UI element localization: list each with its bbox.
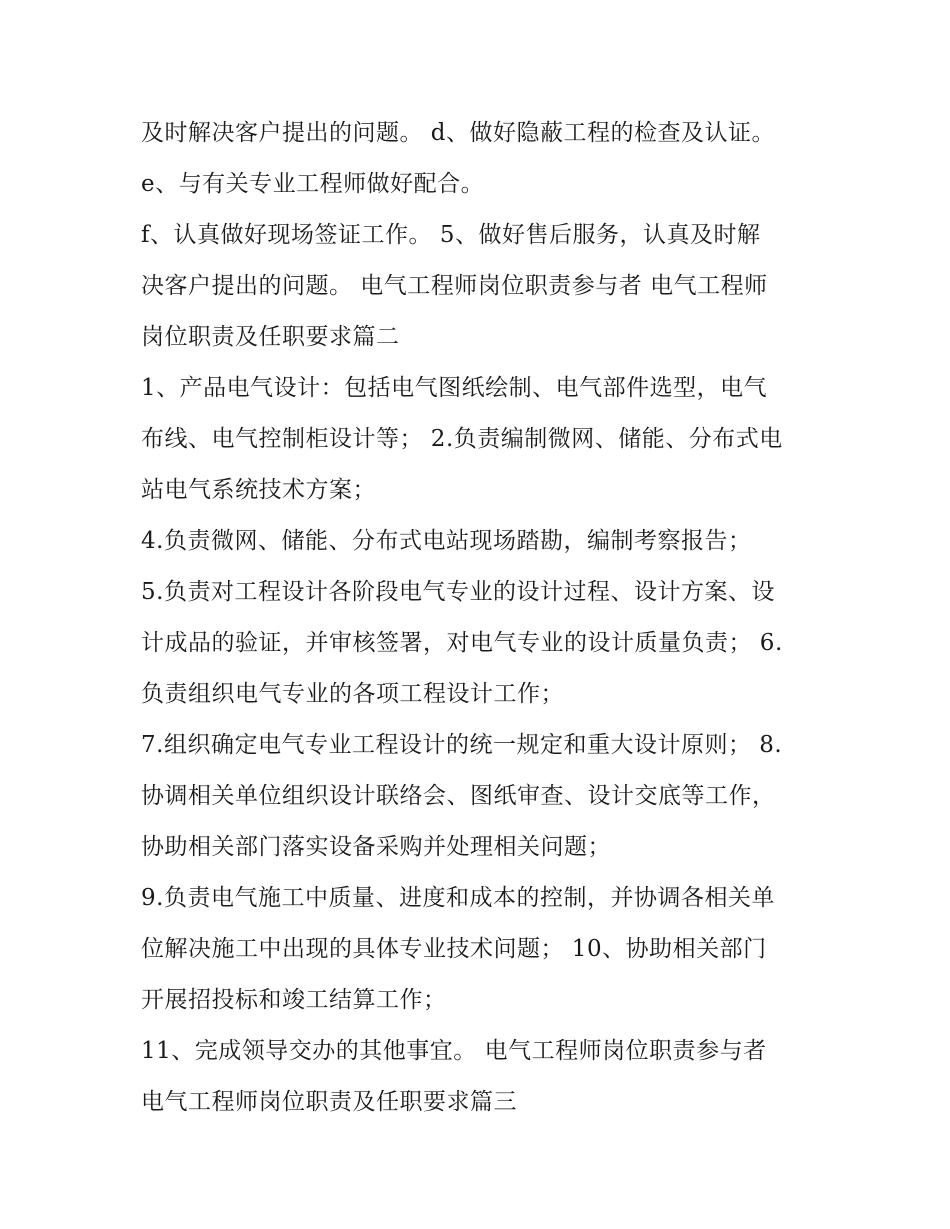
text-line: 5.负责对工程设计各阶段电气专业的设计过程、设计方案、设 <box>141 579 775 605</box>
section-title-line: 电气工程师岗位职责及任职要求篇三 <box>141 1089 517 1115</box>
text-line: 协调相关单位组织设计联络会、图纸审查、设计交底等工作， <box>141 783 776 809</box>
text-line: 位解决施工中出现的具体专业技术问题； 10、协助相关部门 <box>141 936 767 962</box>
text-line: 决客户提出的问题。 电气工程师岗位职责参与者 电气工程师 <box>141 273 768 299</box>
text-line: 计成品的验证，并审核签署，对电气专业的设计质量负责； 6. <box>141 630 783 656</box>
text-line: 协助相关部门落实设备采购并处理相关问题； <box>141 834 611 860</box>
text-line: 7.组织确定电气专业工程设计的统一规定和重大设计原则； 8. <box>141 732 783 758</box>
text-line: f、认真做好现场签证工作。 5、做好售后服务，认真及时解 <box>141 222 761 248</box>
text-line: 9.负责电气施工中质量、进度和成本的控制，并协调各相关单 <box>141 885 775 911</box>
text-line: 及时解决客户提出的问题。 d、做好隐蔽工程的检查及认证。 <box>141 120 776 146</box>
text-line: 开展招投标和竣工结算工作； <box>141 987 447 1013</box>
text-line: 负责组织电气专业的各项工程设计工作； <box>141 681 564 707</box>
text-line: 11、完成领导交办的其他事宜。 电气工程师岗位职责参与者 <box>141 1038 767 1064</box>
text-line: 布线、电气控制柜设计等； 2.负责编制微网、储能、分布式电 <box>141 426 783 452</box>
text-line: 站电气系统技术方案； <box>141 477 376 503</box>
text-line: 1、产品电气设计：包括电气图纸绘制、电气部件选型，电气 <box>141 375 768 401</box>
text-line: 4.负责微网、储能、分布式电站现场踏勘，编制考察报告； <box>141 528 752 554</box>
section-title-line: 岗位职责及任职要求篇二 <box>141 324 400 350</box>
text-line: e、与有关专业工程师做好配合。 <box>141 171 485 197</box>
document-body <box>141 108 831 1128</box>
